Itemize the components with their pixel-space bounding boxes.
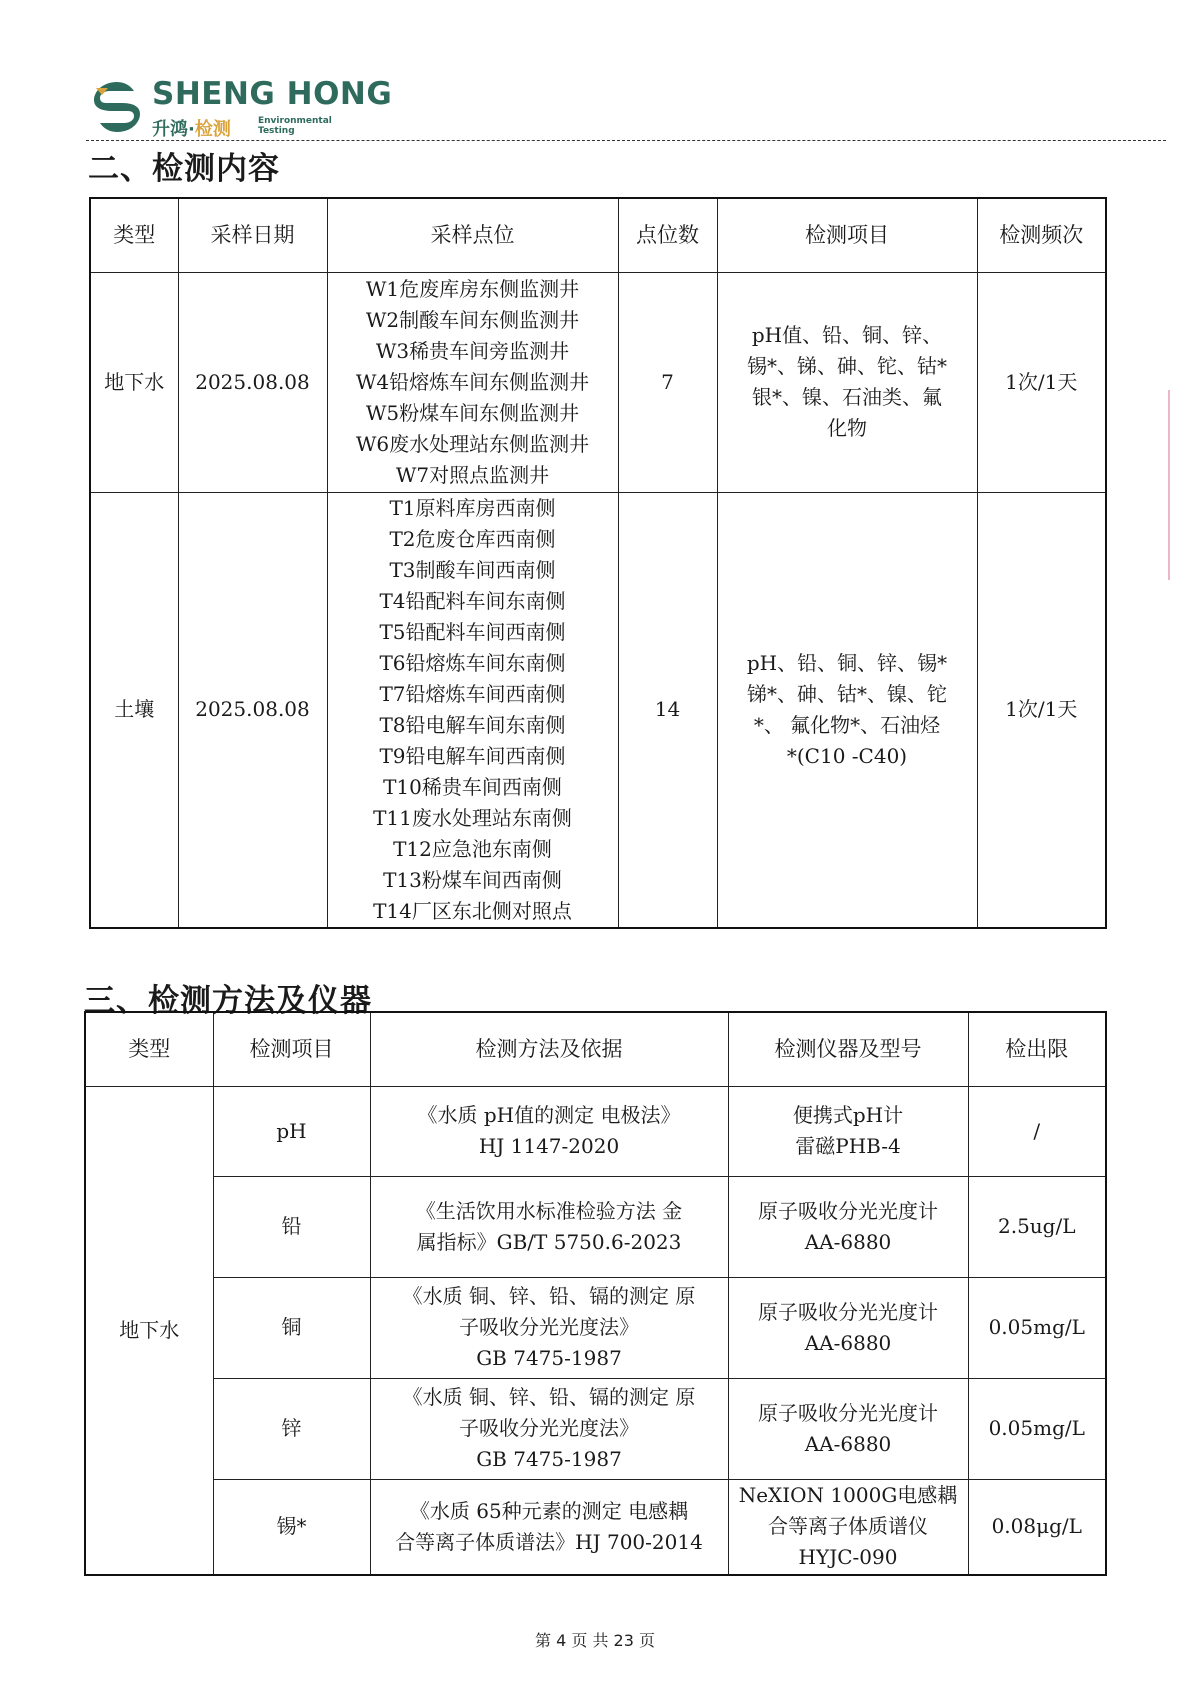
limit-cell: 2.5ug/L (968, 1176, 1106, 1277)
date-cell: 2025.08.08 (178, 272, 327, 492)
count-cell: 14 (618, 492, 717, 928)
methods-instruments-table (84, 1011, 1107, 1576)
method-cell: 《水质 铜、锌、铅、镉的测定 原 子吸收分光光度法》 GB 7475-1987 (370, 1378, 728, 1479)
points-cell: T1原料库房西南侧 T2危废仓库西南侧 T3制酸车间西南侧 T4铅配料车间东南侧 T5铅配料车间西南侧 T6铅熔炼车间东南侧 T7铅熔炼车间西南侧 T8铅电解车间东南侧 T9铅电解车间西南侧 T10稀贵车间西南侧 T11废水处理站东南侧 T12应急池东南侧 T13粉煤车间西南侧 T14厂区东北侧对照点 (327, 492, 618, 928)
count-cell: 7 (618, 272, 717, 492)
table-row (85, 1277, 1106, 1378)
logo-cn-right: 检测 (194, 119, 231, 140)
method-cell: 《水质 铜、锌、铅、镉的测定 原 子吸收分光光度法》 GB 7475-1987 (370, 1277, 728, 1378)
method-cell: 《水质 pH值的测定 电极法》 HJ 1147-2020 (370, 1086, 728, 1176)
points-cell: W1危废库房东侧监测井 W2制酸车间东侧监测井 W3稀贵车间旁监测井 W4铅熔炼车间东侧监测井 W5粉煤车间东侧监测井 W6废水处理站东侧监测井 W7对照点监测井 (327, 272, 618, 492)
header-cell: 采样点位 (327, 198, 618, 272)
header-cell: 检出限 (968, 1012, 1106, 1086)
table-row (85, 1479, 1106, 1575)
method-cell: 《水质 65种元素的测定 电感耦 合等离子体质谱法》HJ 700-2014 (370, 1479, 728, 1575)
type-cell: 地下水 (90, 272, 178, 492)
header-cell: 检测项目 (213, 1012, 370, 1086)
limit-cell: 0.05mg/L (968, 1277, 1106, 1378)
instrument-cell: 原子吸收分光光度计 AA-6880 (728, 1176, 968, 1277)
section-title-test-content: 二、检测内容 (88, 151, 280, 187)
instrument-cell: 原子吸收分光光度计 AA-6880 (728, 1277, 968, 1378)
table-row (85, 1086, 1106, 1176)
frequency-cell: 1次/1天 (977, 492, 1106, 928)
item-cell: 铅 (213, 1176, 370, 1277)
table-row (90, 272, 1106, 492)
item-cell: pH (213, 1086, 370, 1176)
item-cell: 铜 (213, 1277, 370, 1378)
company-logo (88, 76, 393, 140)
limit-cell: 0.05mg/L (968, 1378, 1106, 1479)
logo-cn-left: 升鸿· (152, 119, 195, 140)
header-cell: 检测方法及依据 (370, 1012, 728, 1086)
instrument-cell: NeXION 1000G电感耦 合等离子体质谱仪 HYJC-090 (728, 1479, 968, 1575)
table-header-row (90, 198, 1106, 272)
limit-cell: 0.08μg/L (968, 1479, 1106, 1575)
table-header-row (85, 1012, 1106, 1086)
instrument-cell: 便携式pH计 雷磁PHB-4 (728, 1086, 968, 1176)
method-cell: 《生活饮用水标准检验方法 金 属指标》GB/T 5750.6-2023 (370, 1176, 728, 1277)
table-row (85, 1176, 1106, 1277)
table-row (90, 492, 1106, 928)
limit-cell: / (968, 1086, 1106, 1176)
item-cell: 锡* (213, 1479, 370, 1575)
header-divider (86, 140, 1166, 141)
header-cell: 检测项目 (717, 198, 977, 272)
edge-seal-stamp (1168, 390, 1188, 580)
item-cell: 锌 (213, 1378, 370, 1479)
header-cell: 采样日期 (178, 198, 327, 272)
logo-sub-line-2: Testing (258, 126, 295, 136)
instrument-cell: 原子吸收分光光度计 AA-6880 (728, 1378, 968, 1479)
page-number: 第 4 页 共 23 页 (535, 1631, 655, 1650)
section-title-methods-instruments: 三、检测方法及仪器 (84, 983, 372, 1019)
type-cell: 地下水 (85, 1086, 213, 1575)
header-cell: 检测频次 (977, 198, 1106, 272)
frequency-cell: 1次/1天 (977, 272, 1106, 492)
items-cell: pH、铅、铜、锌、锡* 锑*、砷、钴*、镍、铊 *、 氟化物*、石油烃 *(C10 -C40) (717, 492, 977, 928)
header-cell: 类型 (90, 198, 178, 272)
logo-mark-icon (88, 78, 146, 136)
logo-chinese-name (152, 115, 231, 141)
type-cell: 土壤 (90, 492, 178, 928)
header-cell: 类型 (85, 1012, 213, 1086)
header-cell: 点位数 (618, 198, 717, 272)
header-cell: 检测仪器及型号 (728, 1012, 968, 1086)
date-cell: 2025.08.08 (178, 492, 327, 928)
test-content-table (89, 197, 1107, 929)
logo-english-name: SHENG HONG (152, 76, 393, 112)
items-cell: pH值、铅、铜、锌、 锡*、锑、砷、铊、钴* 银*、镍、石油类、氟 化物 (717, 272, 977, 492)
logo-subtitle (258, 116, 332, 136)
logo-sub-line-1: Environmental (258, 116, 332, 126)
table-row (85, 1378, 1106, 1479)
